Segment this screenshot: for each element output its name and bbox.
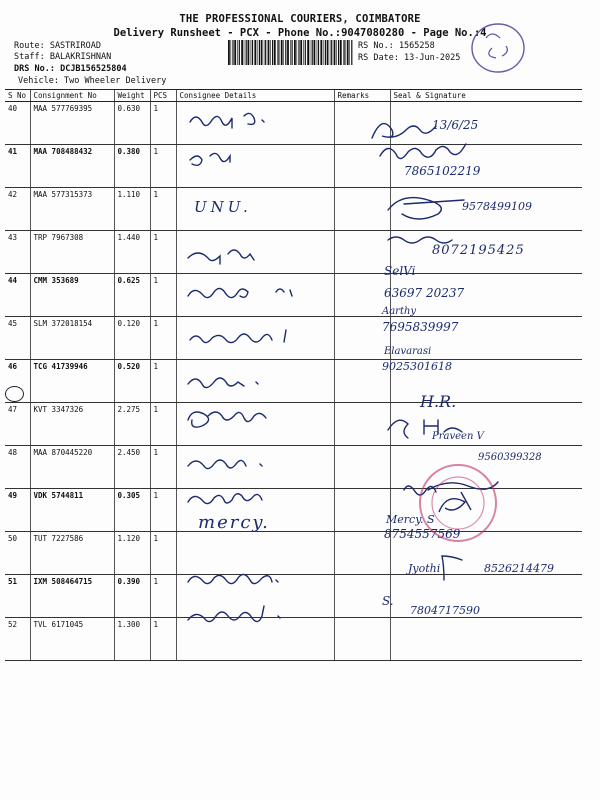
row-pcs: 1 — [150, 145, 176, 188]
sign-51-name: Jyothi — [408, 562, 441, 575]
barcode-bar — [294, 40, 296, 65]
barcode-bar — [231, 40, 232, 65]
barcode-bar — [274, 40, 276, 65]
col-sno: S No — [5, 90, 30, 102]
sign-50-phone: 8754557569 — [384, 527, 461, 541]
barcode — [228, 40, 354, 65]
row-sno: 47 — [5, 403, 30, 446]
row-consignee — [176, 102, 334, 145]
row-weight: 0.630 — [114, 102, 150, 145]
drs-number — [14, 64, 127, 74]
barcode-bar — [264, 40, 265, 65]
row-sno: 48 — [5, 446, 30, 489]
row-weight: 1.440 — [114, 231, 150, 274]
col-remarks: Remarks — [334, 90, 390, 102]
row-sno: 40 — [5, 102, 30, 145]
barcode-bar — [325, 40, 326, 65]
sign-50-name: Mercy. S — [386, 513, 435, 526]
row-consignment-no: MAA 577769395 — [30, 102, 114, 145]
row-signature — [390, 618, 582, 661]
barcode-bar — [239, 40, 240, 65]
barcode-bar — [331, 40, 332, 65]
barcode-bar — [259, 40, 260, 65]
sign-45-name: Aarthy — [382, 306, 417, 317]
row-weight: 0.625 — [114, 274, 150, 317]
row-weight: 0.390 — [114, 575, 150, 618]
row-consignment-no: TRP 7967308 — [30, 231, 114, 274]
barcode-bar — [228, 40, 230, 65]
table-row — [5, 274, 582, 317]
col-consignee: Consignee Details — [176, 90, 334, 102]
row-consignment-no: MAA 577315373 — [30, 188, 114, 231]
row-sno: 51 — [5, 575, 30, 618]
row-signature — [390, 102, 582, 145]
row-remarks — [334, 188, 390, 231]
row-pcs: 1 — [150, 618, 176, 661]
sign-44-phone: 63697 20237 — [384, 286, 465, 300]
barcode-bar — [340, 40, 342, 65]
barcode-bar — [251, 40, 252, 65]
barcode-bar — [327, 40, 329, 65]
company-title: THE PROFESSIONAL COURIERS, COIMBATORE — [179, 13, 421, 25]
barcode-bar — [336, 40, 337, 65]
row-weight: 0.120 — [114, 317, 150, 360]
barcode-bar — [270, 40, 271, 65]
table-row — [5, 575, 582, 618]
barcode-bar — [349, 40, 350, 65]
row-pcs: 1 — [150, 360, 176, 403]
barcode-bar — [317, 40, 318, 65]
barcode-bar — [232, 40, 233, 65]
row-sno: 44 — [5, 274, 30, 317]
row-remarks — [334, 102, 390, 145]
barcode-bar — [254, 40, 256, 65]
row-pcs: 1 — [150, 102, 176, 145]
sign-45-phone: 7695839997 — [382, 320, 459, 334]
row-sno: 41 — [5, 145, 30, 188]
row-pcs: 1 — [150, 317, 176, 360]
barcode-bar — [246, 40, 247, 65]
row-consignee — [176, 317, 334, 360]
sign-52-phone: 7804717590 — [410, 604, 480, 617]
rs-number: RS No.: 1565258 — [358, 41, 435, 51]
row-weight: 2.450 — [114, 446, 150, 489]
barcode-bar — [234, 40, 236, 65]
barcode-bar — [261, 40, 263, 65]
table-row — [5, 102, 582, 145]
row-remarks — [334, 446, 390, 489]
row-weight: 1.300 — [114, 618, 150, 661]
staff-label: Staff: BALAKRISHNAN — [14, 52, 112, 62]
row-consignee — [176, 145, 334, 188]
runsheet-table — [5, 89, 582, 661]
barcode-bar — [281, 40, 283, 65]
row-consignee — [176, 618, 334, 661]
route-label: Route: SASTRIROAD — [14, 41, 101, 51]
barcode-bar — [272, 40, 273, 65]
row-weight: 2.275 — [114, 403, 150, 446]
barcode-bar — [307, 40, 309, 65]
row-pcs: 1 — [150, 274, 176, 317]
row-consignee — [176, 231, 334, 274]
row-consignment-no: IXM 508464715 — [30, 575, 114, 618]
drs-label: DRS No.: — [14, 64, 55, 74]
rs-date: RS Date: 13-Jun-2025 — [358, 53, 461, 63]
sign-52-name: S. — [382, 594, 394, 608]
table-row — [5, 360, 582, 403]
sign-51-phone: 8526214479 — [484, 562, 554, 575]
sign-48-name: Praveen V — [432, 431, 484, 442]
circle-mark-47 — [5, 386, 24, 402]
barcode-bar — [257, 40, 258, 65]
row-consignment-no: SLM 372018154 — [30, 317, 114, 360]
barcode-bar — [248, 40, 250, 65]
row-sno: 52 — [5, 618, 30, 661]
sign-48-phone: 9560399328 — [478, 452, 542, 463]
barcode-bar — [305, 40, 306, 65]
barcode-bar — [300, 40, 302, 65]
barcode-bar — [323, 40, 324, 65]
sign-46-phone: 9025301618 — [382, 360, 452, 373]
row-consignment-no: KVT 3347326 — [30, 403, 114, 446]
barcode-bar — [241, 40, 243, 65]
col-consignment: Consignment No — [30, 90, 114, 102]
row-pcs: 1 — [150, 403, 176, 446]
barcode-bar — [244, 40, 245, 65]
consignee-50-handwritten: mercy. — [198, 512, 270, 533]
col-pcs: PCS — [150, 90, 176, 102]
row-remarks — [334, 145, 390, 188]
barcode-bar — [343, 40, 344, 65]
row-weight: 1.110 — [114, 188, 150, 231]
row-remarks — [334, 618, 390, 661]
row-pcs: 1 — [150, 188, 176, 231]
barcode-bar — [330, 40, 331, 65]
barcode-bar — [278, 40, 279, 65]
row-sno: 50 — [5, 532, 30, 575]
row-remarks — [334, 532, 390, 575]
barcode-bar — [268, 40, 270, 65]
row-consignee — [176, 274, 334, 317]
row-consignee — [176, 360, 334, 403]
barcode-bar — [283, 40, 284, 65]
row-sno: 46 — [5, 360, 30, 403]
row-remarks — [334, 489, 390, 532]
sign-47: H.R. — [420, 392, 457, 411]
barcode-bar — [237, 40, 238, 65]
col-signature: Seal & Signature — [390, 90, 582, 102]
drs-value: DCJB156525804 — [60, 64, 127, 74]
barcode-bar — [297, 40, 298, 65]
sign-44-name: SelVi — [384, 264, 416, 278]
barcode-bar — [298, 40, 299, 65]
row-consignee — [176, 446, 334, 489]
row-pcs: 1 — [150, 489, 176, 532]
barcode-bar — [320, 40, 322, 65]
row-sno: 49 — [5, 489, 30, 532]
row-sno: 43 — [5, 231, 30, 274]
barcode-bar — [344, 40, 345, 65]
barcode-bar — [292, 40, 293, 65]
table-row — [5, 618, 582, 661]
row-pcs: 1 — [150, 231, 176, 274]
seal-stamp — [417, 462, 499, 544]
row-pcs: 1 — [150, 446, 176, 489]
row-weight: 0.305 — [114, 489, 150, 532]
barcode-bar — [303, 40, 304, 65]
barcode-bar — [351, 40, 352, 65]
sign-46-name: Elavarasi — [384, 346, 432, 357]
row-remarks — [334, 231, 390, 274]
row-weight: 0.380 — [114, 145, 150, 188]
row-pcs: 1 — [150, 575, 176, 618]
barcode-bar — [312, 40, 313, 65]
vehicle-label: Vehicle: Two Wheeler Delivery — [18, 76, 167, 86]
row-weight: 1.120 — [114, 532, 150, 575]
barcode-bar — [347, 40, 349, 65]
row-consignment-no: VDK 5744811 — [30, 489, 114, 532]
barcode-bar — [314, 40, 316, 65]
sign-42-phone: 9578499109 — [462, 200, 532, 213]
barcode-bar — [338, 40, 339, 65]
row-weight: 0.520 — [114, 360, 150, 403]
col-weight: Weight — [114, 90, 150, 102]
row-sno: 45 — [5, 317, 30, 360]
consignee-42-handwritten: UNU. — [194, 198, 252, 216]
barcode-bar — [318, 40, 319, 65]
table-header-row — [5, 90, 582, 102]
barcode-bar — [310, 40, 311, 65]
row-consignee — [176, 532, 334, 575]
row-consignment-no: MAA 708488432 — [30, 145, 114, 188]
barcode-bar — [287, 40, 289, 65]
row-remarks — [334, 403, 390, 446]
row-consignment-no: TVL 6171045 — [30, 618, 114, 661]
barcode-bar — [290, 40, 291, 65]
sign-40-date: 13/6/25 — [432, 118, 479, 132]
row-sno: 42 — [5, 188, 30, 231]
table-row — [5, 317, 582, 360]
table-row — [5, 403, 582, 446]
row-signature — [390, 403, 582, 446]
row-consignment-no: TCG 41739946 — [30, 360, 114, 403]
runsheet-title: Delivery Runsheet - PCX - Phone No.:9047080280 - Page No.:4 — [113, 27, 487, 39]
row-consignment-no: MAA 870445220 — [30, 446, 114, 489]
sign-43-phone: 8072195425 — [432, 243, 525, 258]
barcode-bar — [265, 40, 266, 65]
barcode-bar — [334, 40, 336, 65]
sign-41-phone: 7865102219 — [404, 164, 481, 178]
row-consignee — [176, 575, 334, 618]
barcode-bar — [285, 40, 286, 65]
row-consignee — [176, 403, 334, 446]
barcode-bar — [252, 40, 253, 65]
barcode-bar — [277, 40, 278, 65]
row-consignment-no: CMM 353689 — [30, 274, 114, 317]
row-consignment-no: TUT 7227586 — [30, 532, 114, 575]
row-pcs: 1 — [150, 532, 176, 575]
table-row — [5, 145, 582, 188]
